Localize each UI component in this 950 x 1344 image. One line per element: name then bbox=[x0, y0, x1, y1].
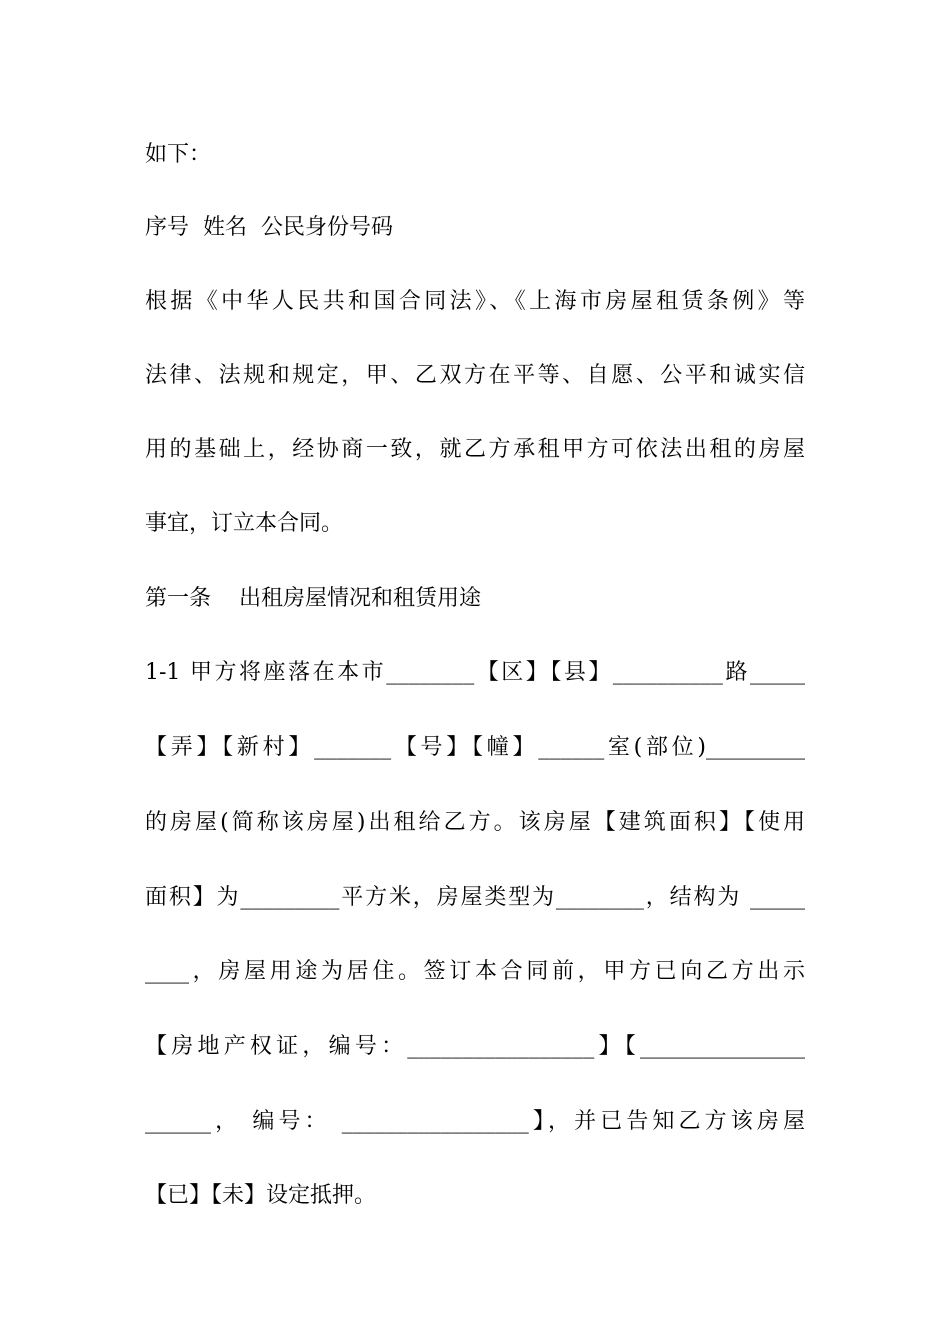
text-line-preamble-1: 根据《中华人民共和国合同法》、《上海市房屋租赁条例》等 bbox=[145, 289, 805, 314]
text-line-intro: 如下： bbox=[145, 142, 212, 167]
text-line-clause-2: 【弄】【新村】_______【号】【幢】______室(部位)_________ bbox=[145, 735, 805, 760]
text-line-clause-7: ______， 编号： _________________】，并已告知乙方该房屋 bbox=[145, 1109, 805, 1134]
text-line-preamble-2: 法律、法规和规定，甲、乙双方在平等、自愿、公平和诚实信 bbox=[145, 363, 805, 388]
text-line-table-header: 序号 姓名 公民身份号码 bbox=[145, 215, 393, 240]
article-heading: 第一条 出租房屋情况和租赁用途 bbox=[145, 586, 481, 611]
text-line-clause-8: 【已】【未】设定抵押。 bbox=[145, 1183, 377, 1208]
text-line-clause-4: 面积】为_________平方米，房屋类型为________，结构为 _____ bbox=[145, 885, 805, 910]
text-line-clause-3: 的房屋(简称该房屋)出租给乙方。该房屋【建筑面积】【使用 bbox=[145, 810, 805, 835]
text-line-preamble-4: 事宜，订立本合同。 bbox=[145, 511, 344, 536]
text-line-clause-1: 1-1 甲方将座落在本市________【区】【县】__________路_____ bbox=[145, 660, 805, 685]
text-line-preamble-3: 用的基础上，经协商一致，就乙方承租甲方可依法出租的房屋 bbox=[145, 437, 805, 462]
text-line-clause-6: 【房地产权证，编号：_________________】【_______________ bbox=[145, 1034, 805, 1059]
text-line-clause-5: ____，房屋用途为居住。签订本合同前，甲方已向乙方出示 bbox=[145, 959, 805, 984]
